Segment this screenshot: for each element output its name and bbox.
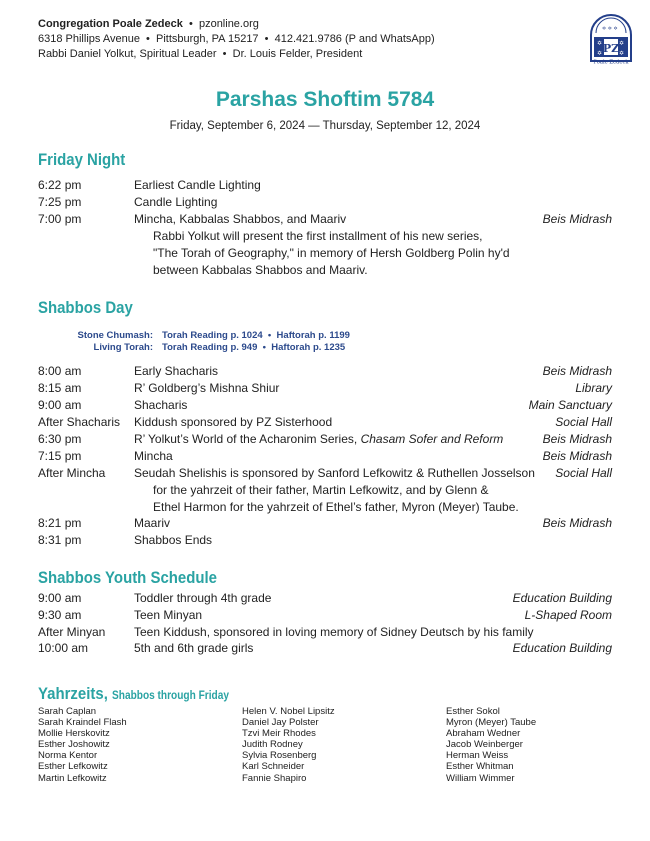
congregation-logo xyxy=(586,13,636,63)
schedule-row xyxy=(38,211,612,228)
reading-label: Living Torah: xyxy=(93,342,153,353)
svg-text:✡: ✡ xyxy=(619,40,625,47)
yahrzeit-column-2 xyxy=(242,706,335,784)
schedule-row xyxy=(38,397,612,414)
row-event: Kiddush sponsored by PZ Sisterhood xyxy=(134,415,333,429)
svg-text:✡: ✡ xyxy=(619,50,625,57)
svg-text:✡: ✡ xyxy=(597,40,603,47)
date-range: Friday, September 6, 2024 — Thursday, September 12, 2024 xyxy=(169,120,481,132)
header-line-3: Rabbi Daniel Yolkut, Spiritual Leader • Dr. Louis Felder, President xyxy=(38,48,363,60)
row-time: 9:00 am xyxy=(38,398,82,412)
row-time: 6:22 pm xyxy=(38,178,82,192)
row-location: Social Hall xyxy=(555,415,612,429)
friday-note-line: "The Torah of Geography," in memory of Hersh Goldberg Polin hy'd xyxy=(153,246,510,260)
row-location: Beis Midrash xyxy=(542,449,612,463)
row-event: Mincha, Kabbalas Shabbos, and Maariv xyxy=(134,212,347,226)
org-name: Congregation Poale Zedeck xyxy=(38,18,183,30)
row-location: Library xyxy=(575,381,612,395)
seudah-note-line: Ethel Harmon for the yahrzeit of Ethel’s father, Myron (Meyer) Taube. xyxy=(153,500,519,514)
city: Pittsburgh, PA 15217 xyxy=(156,33,259,45)
svg-text:✡: ✡ xyxy=(597,50,603,57)
yahrzeit-name: Daniel Jay Polster xyxy=(242,717,319,729)
row-time: 6:30 pm xyxy=(38,432,82,446)
president: Dr. Louis Felder, President xyxy=(232,48,363,60)
row-time: 8:31 pm xyxy=(38,533,82,547)
schedule-row xyxy=(38,624,612,641)
logo-letters: PZ xyxy=(602,42,620,55)
rabbi: Rabbi Daniel Yolkut, Spiritual Leader xyxy=(38,48,217,60)
torah-page: Torah Reading p. 1024 xyxy=(162,330,263,341)
yahrzeit-name: Sarah Kraindel Flash xyxy=(38,717,127,729)
row-event: Mincha xyxy=(134,449,173,463)
row-time: 10:00 am xyxy=(38,641,89,655)
header-info xyxy=(38,17,435,62)
yahrzeit-name: Esther Whitman xyxy=(446,761,514,773)
reading-pages: Torah Reading p. 1024 • Haftorah p. 1199 xyxy=(162,330,350,341)
row-event-text: R’ Yolkut’s World of the Acharonim Series, xyxy=(134,432,358,446)
row-event: Earliest Candle Lighting xyxy=(134,178,261,192)
row-location: Main Sanctuary xyxy=(528,398,612,412)
yahrzeit-name: Jacob Weinberger xyxy=(446,739,523,751)
logo-icon xyxy=(586,13,636,65)
row-location: Beis Midrash xyxy=(542,516,612,530)
friday-note-line: between Kabbalas Shabbos and Maariv. xyxy=(153,263,368,277)
seudah-note-line: for the yahrzeit of their father, Martin Lefkowitz, and by Glenn & xyxy=(153,483,489,497)
schedule-row xyxy=(38,515,612,532)
page-title: Parshas Shoftim 5784 xyxy=(215,88,435,111)
yahrzeit-name: Esther Sokol xyxy=(446,706,500,717)
yahrzeit-name: Tzvi Meir Rhodes xyxy=(242,728,316,740)
yahrzeits-title: Yahrzeits, xyxy=(38,684,108,703)
row-location: Social Hall xyxy=(555,466,612,480)
schedule-row xyxy=(38,431,612,448)
row-time: After Shacharis xyxy=(38,415,121,429)
youth-heading: Shabbos Youth Schedule xyxy=(38,568,217,587)
yahrzeit-name: Esther Lefkowitz xyxy=(38,761,108,773)
row-event: Candle Lighting xyxy=(134,195,218,209)
row-time: 7:25 pm xyxy=(38,195,82,209)
yahrzeits-subtitle: Shabbos through Friday xyxy=(112,690,229,702)
row-event: Teen Kiddush, sponsored in loving memory of Sidney Deutsch by his family xyxy=(134,625,534,639)
row-time: 8:21 pm xyxy=(38,516,82,530)
reading-pages: Torah Reading p. 949 • Haftorah p. 1235 xyxy=(162,342,346,353)
yahrzeit-name: Helen V. Nobel Lipsitz xyxy=(242,706,335,717)
schedule-row xyxy=(38,363,612,380)
phone: 412.421.9786 (P and WhatsApp) xyxy=(274,33,435,45)
shabbos-heading: Shabbos Day xyxy=(38,298,133,317)
schedule-row xyxy=(38,380,612,397)
yahrzeit-name: Sarah Caplan xyxy=(38,706,97,717)
row-time: 9:00 am xyxy=(38,591,82,605)
row-time: 7:00 pm xyxy=(38,212,82,226)
schedule-row xyxy=(38,590,612,607)
yahrzeit-name: Judith Rodney xyxy=(242,739,303,751)
row-event: Teen Minyan xyxy=(134,608,203,622)
row-location: Education Building xyxy=(512,591,612,605)
row-time: After Minyan xyxy=(38,625,106,639)
schedule-row xyxy=(38,640,612,657)
yahrzeit-name: Karl Schneider xyxy=(242,761,305,773)
website: pzonline.org xyxy=(198,18,259,30)
yahrzeit-name: Abraham Wedner xyxy=(446,728,521,740)
schedule-row xyxy=(38,607,612,624)
schedule-row xyxy=(38,194,612,211)
address: 6318 Phillips Avenue xyxy=(38,33,140,45)
row-time: 9:30 am xyxy=(38,608,82,622)
row-event: Shabbos Ends xyxy=(134,533,213,547)
yahrzeit-name: Fannie Shapiro xyxy=(242,772,307,784)
schedule-row xyxy=(38,465,612,482)
row-event: Maariv xyxy=(134,516,171,530)
row-time: 8:00 am xyxy=(38,364,82,378)
row-location: Education Building xyxy=(512,641,612,655)
row-location: Beis Midrash xyxy=(542,364,612,378)
torah-page: Torah Reading p. 949 xyxy=(162,342,258,353)
schedule-row xyxy=(38,177,612,194)
row-event xyxy=(134,431,503,448)
yahrzeit-name: Martin Lefkowitz xyxy=(38,772,107,784)
header-line-2: 6318 Phillips Avenue • Pittsburgh, PA 15217 • 412.421.9786 (P and WhatsApp) xyxy=(38,33,435,45)
svg-text:✡ ✡ ✡: ✡ ✡ ✡ xyxy=(602,26,618,32)
haftorah-page: Haftorah p. 1235 xyxy=(271,342,346,353)
yahrzeits-heading xyxy=(38,684,229,704)
row-time: 8:15 am xyxy=(38,381,82,395)
friday-heading: Friday Night xyxy=(38,150,126,169)
row-event: Shacharis xyxy=(134,398,188,412)
row-time: After Mincha xyxy=(38,466,106,480)
header-line-1: Congregation Poale Zedeck • pzonline.org xyxy=(38,18,259,30)
schedule-row xyxy=(38,414,612,431)
yahrzeit-name: Myron (Meyer) Taube xyxy=(446,717,537,729)
row-event: R’ Goldberg’s Mishna Shiur xyxy=(134,381,280,395)
yahrzeit-name: Herman Weiss xyxy=(446,750,509,762)
yahrzeit-name: Sylvia Rosenberg xyxy=(242,750,317,762)
row-event: 5th and 6th grade girls xyxy=(134,641,254,655)
row-location: Beis Midrash xyxy=(542,432,612,446)
yahrzeit-column-1 xyxy=(38,706,127,784)
row-location: L-Shaped Room xyxy=(524,608,612,622)
row-event-italic: Chasam Sofer and Reform xyxy=(360,432,504,446)
yahrzeit-column-3 xyxy=(446,706,536,784)
row-event: Early Shacharis xyxy=(134,364,219,378)
row-event: Seudah Shelishis is sponsored by Sanford Lefkowitz & Ruthellen Josselson xyxy=(134,466,535,480)
schedule-row xyxy=(38,448,612,465)
schedule-row xyxy=(38,532,612,549)
friday-note-line: Rabbi Yolkut will present the first installment of his new series, xyxy=(153,229,483,243)
haftorah-page: Haftorah p. 1199 xyxy=(276,330,350,341)
reading-label: Stone Chumash: xyxy=(77,330,153,341)
logo-text: Poale Zedeck xyxy=(593,59,629,65)
row-time: 7:15 pm xyxy=(38,449,82,463)
yahrzeit-name: Mollie Herskovitz xyxy=(38,728,110,740)
yahrzeit-name: Esther Joshowitz xyxy=(38,739,110,751)
row-event: Toddler through 4th grade xyxy=(134,591,272,605)
yahrzeit-name: Norma Kentor xyxy=(38,750,98,762)
row-location: Beis Midrash xyxy=(542,212,612,226)
yahrzeit-name: William Wimmer xyxy=(446,772,515,784)
